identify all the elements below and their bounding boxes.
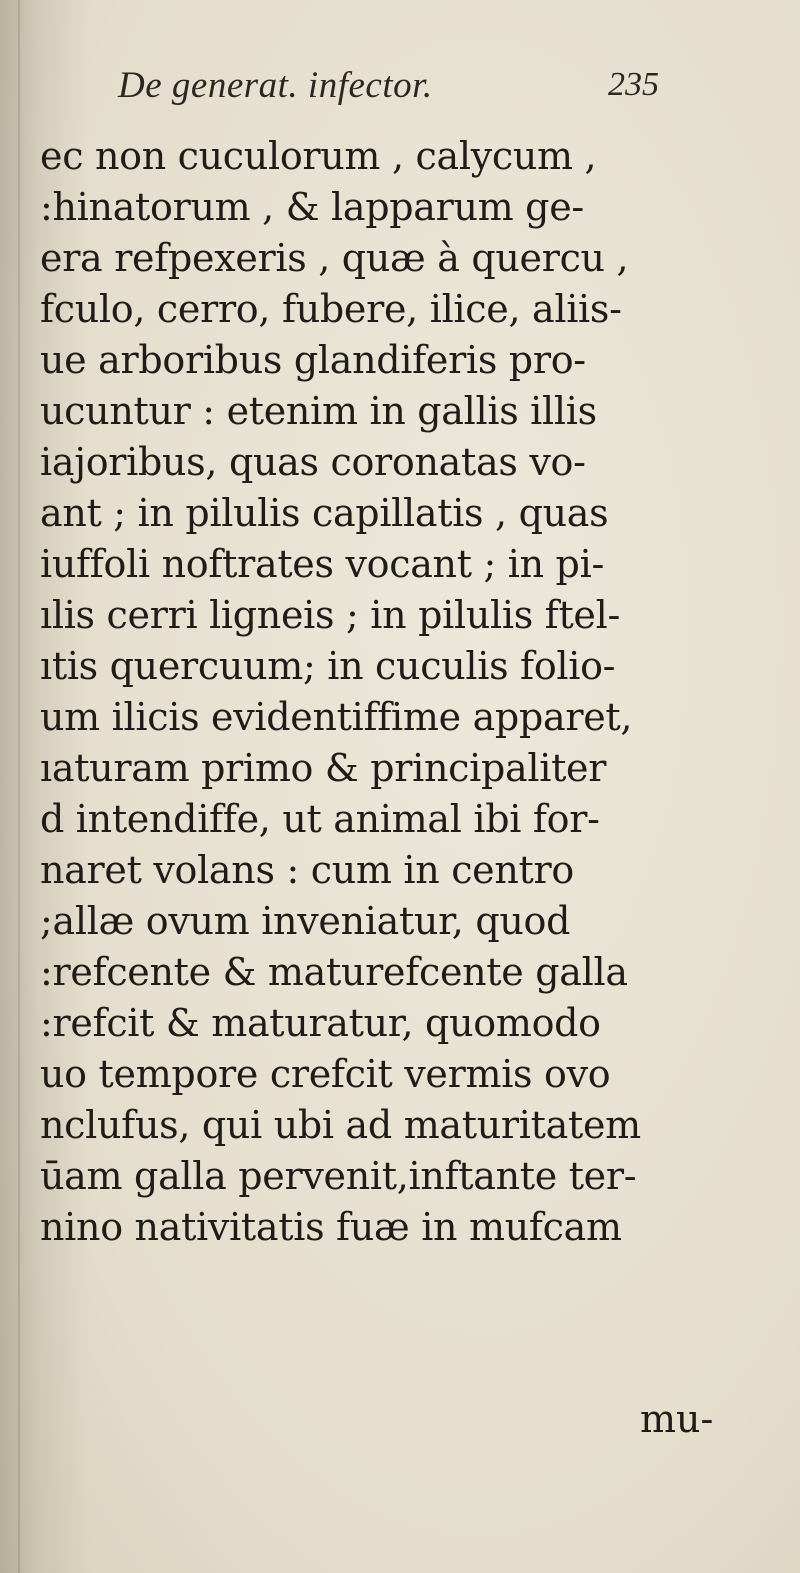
running-head: De generat. infector.: [118, 65, 433, 106]
text-line: :refcente & maturefcente galla: [40, 950, 628, 994]
text-line: ılis cerri ligneis ; in pilulis ftel-: [40, 593, 620, 637]
page-header: [118, 64, 718, 114]
text-line: ue arboribus glandiferis pro-: [40, 338, 586, 382]
text-line: uo tempore crefcit vermis ovo: [40, 1052, 611, 1096]
text-line: ūam galla pervenit,inftante ter-: [40, 1154, 637, 1198]
text-line: era refpexeris , quæ à quercu ,: [40, 236, 629, 280]
text-line: iajoribus, quas coronatas vo-: [40, 440, 586, 484]
text-line: ant ; in pilulis capillatis , quas: [40, 491, 609, 535]
text-line: nclufus, qui ubi ad maturitatem: [40, 1103, 641, 1147]
text-line: ıtis quercuum; in cuculis folio-: [40, 644, 616, 688]
text-line: iuffoli noftrates vocant ; in pi-: [40, 542, 604, 586]
text-line: ıaturam primo & principaliter: [40, 746, 607, 790]
text-line: ucuntur : etenim in gallis illis: [40, 389, 597, 433]
text-line: nino nativitatis fuæ in mufcam: [40, 1205, 622, 1249]
catchword: mu-: [640, 1397, 714, 1441]
text-line: ec non cuculorum , calycum ,: [40, 134, 597, 178]
text-line: um ilicis evidentiffime apparet,: [40, 695, 633, 739]
text-line: naret volans : cum in centro: [40, 848, 574, 892]
text-line: fculo, cerro, fubere, ilice, aliis-: [40, 287, 622, 331]
text-line: d intendiffe, ut animal ibi for-: [40, 797, 600, 841]
page-number: 235: [608, 66, 659, 103]
binding-gutter: [18, 0, 20, 1573]
text-line: :refcit & maturatur, quomodo: [40, 1001, 601, 1045]
text-line: :hinatorum , & lapparum ge-: [40, 185, 584, 229]
body-text: [40, 131, 780, 1253]
text-line: ;allæ ovum inveniatur, quod: [40, 899, 571, 943]
